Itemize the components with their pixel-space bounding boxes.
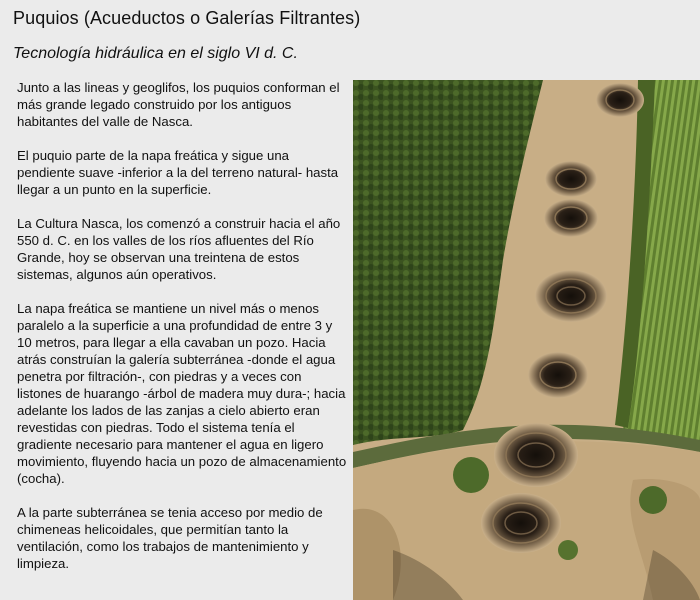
spiral-well — [481, 493, 561, 553]
page-title: Puquios (Acueductos o Galerías Filtrantes) — [13, 8, 361, 28]
spiral-well — [596, 83, 644, 117]
article-paragraph: La napa freática se mantiene un nivel más o menos paralelo a la superficie a una profundidad de entre 3 y 10 metros, para llegar a ella cavaban un pozo. Hacia atrás construían la galería subterránea -donde el agua penetra por filtración-, con piedras y a veces con listones de huarango -árbol de madera muy dura-; hacia adelante los lados de las zanjas a cielo abierto eran revestidas con piedras. Todo el sistema tenía el gradiente necesario para mantener el agua en ligero movimiento, fluyendo hacia un pozo de almacenamiento (cocha). — [17, 301, 347, 486]
spiral-well — [545, 161, 597, 197]
article-paragraph: A la parte subterránea se tenia acceso por medio de chimeneas helicoidales, que permitían tanto la ventilación, como los trabajos de mantenimiento y limpieza. — [17, 505, 323, 571]
page-subtitle: Tecnología hidráulica en el siglo VI d. C. — [13, 45, 298, 62]
article-paragraph: Junto a las lineas y geoglifos, los puquios conforman el más grande legado construido por los antiguos habitantes del valle de Nasca. — [17, 80, 340, 129]
article-paragraph: El puquio parte de la napa freática y sigue una pendiente suave -inferior a la del terreno natural- hasta llegar a un punto en la superficie. — [17, 148, 339, 197]
spiral-well — [494, 423, 578, 487]
spiral-well — [544, 199, 598, 237]
puquios-aerial-photo — [353, 80, 700, 600]
article-paragraph: La Cultura Nasca, los comenzó a construir hacia el año 550 d. C. en los valles de los ríos afluentes del Río Grande, hoy se observan una treintena de estos sistemas, algunos aún operativos. — [17, 216, 341, 282]
spiral-well — [535, 270, 607, 322]
spiral-well — [528, 352, 588, 398]
article-body — [17, 79, 347, 589]
